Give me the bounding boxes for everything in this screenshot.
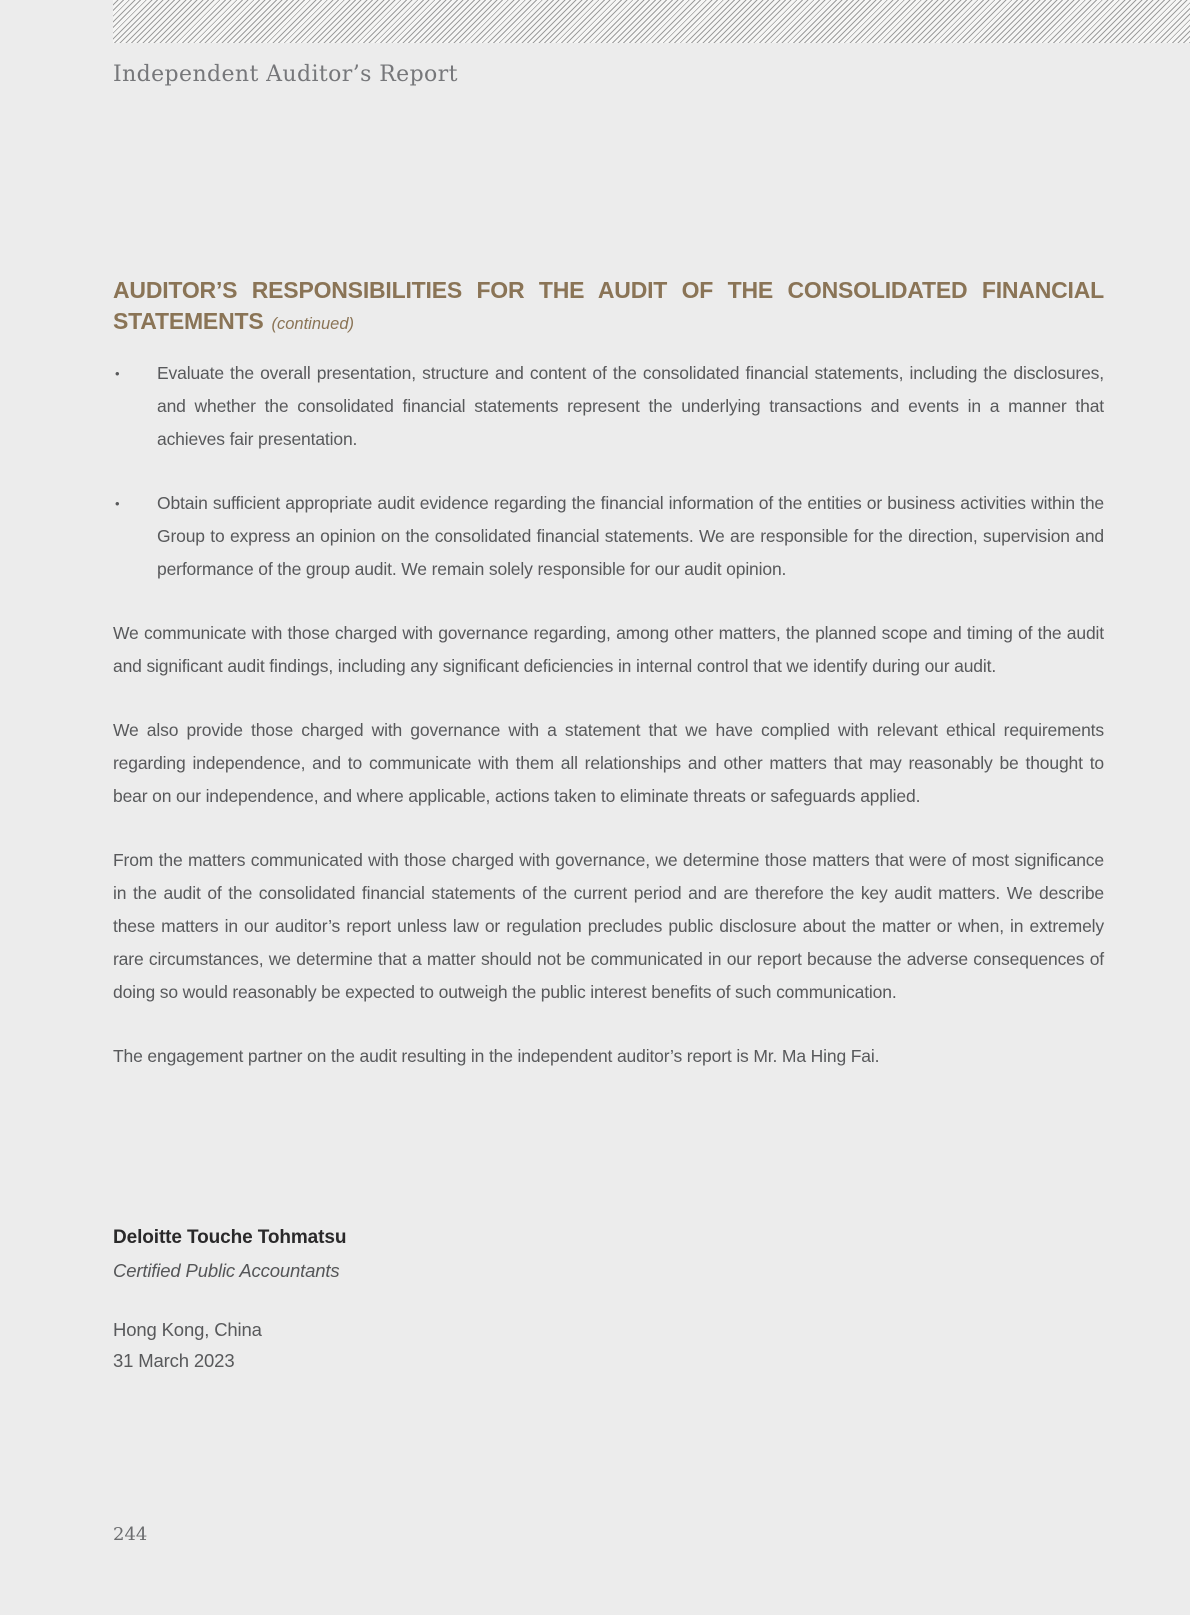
paragraph-communicate: We communicate with those charged with governance regarding, among other matters, the planned scope and timing of the audit and significant audit findings, including any significant deficiencies in internal control that we identify during our audit. [113, 623, 1104, 676]
section-heading [113, 275, 1104, 340]
signature-firm-title: Certified Public Accountants [113, 1260, 340, 1281]
paragraph-ethical-requirements: We also provide those charged with governance with a statement that we have complied with relevant ethical requirements regarding independence, and to communicate with them all relationships and other matters that may reasonably be thought to bear on our independence, and where applicable, actions taken to eliminate threats or safeguards applied. [113, 720, 1104, 806]
signature-location: Hong Kong, China [113, 1319, 262, 1340]
signature-firm-name: Deloitte Touche Tohmatsu [113, 1227, 347, 1248]
bullet-text: Evaluate the overall presentation, structure and content of the consolidated financial statements, including the disclosures, and whether the consolidated financial statements represent the underlying transactions and events in a manner that achieves fair presentation. [157, 363, 1104, 449]
paragraph-engagement-partner: The engagement partner on the audit resulting in the independent auditor’s report is Mr. Ma Hing Fai. [113, 1046, 880, 1066]
bullet-item [113, 357, 1104, 456]
bullet-marker: • [115, 366, 120, 381]
report-title: Independent Auditor’s Report [113, 62, 458, 87]
page-number: 244 [113, 1524, 148, 1545]
section-heading-statements: STATEMENTS [113, 308, 264, 334]
bullet-text: Obtain sufficient appropriate audit evidence regarding the financial information of the entities or business activities within the Group to express an opinion on the consolidated financial statements. We are responsible for the direction, supervision and performance of the group audit. We remain solely responsible for our audit opinion. [157, 493, 1104, 579]
decorative-hatch-band [113, 0, 1190, 43]
signature-date: 31 March 2023 [113, 1350, 235, 1371]
bullet-marker: • [115, 496, 120, 511]
section-heading-line1: AUDITOR’S RESPONSIBILITIES FOR THE AUDIT OF THE CONSOLIDATED FINANCIAL [113, 277, 1104, 303]
signature-block [113, 1221, 1104, 1376]
paragraph-key-audit-matters: From the matters communicated with those charged with governance, we determine those matters that were of most significance in the audit of the consolidated financial statements of the current period and are therefore the key audit matters. We describe these matters in our auditor’s report unless law or regulation precludes public disclosure about the matter or when, in extremely rare circumstances, we determine that a matter should not be communicated in our report because the adverse consequences of doing so would reasonably be expected to outweigh the public interest benefits of such communication. [113, 850, 1104, 1002]
section-heading-line2 [113, 306, 1104, 340]
signature-location-block [113, 1314, 1104, 1376]
bullet-item [113, 487, 1104, 586]
main-content [113, 275, 1104, 1376]
section-heading-continued: (continued) [271, 315, 355, 333]
